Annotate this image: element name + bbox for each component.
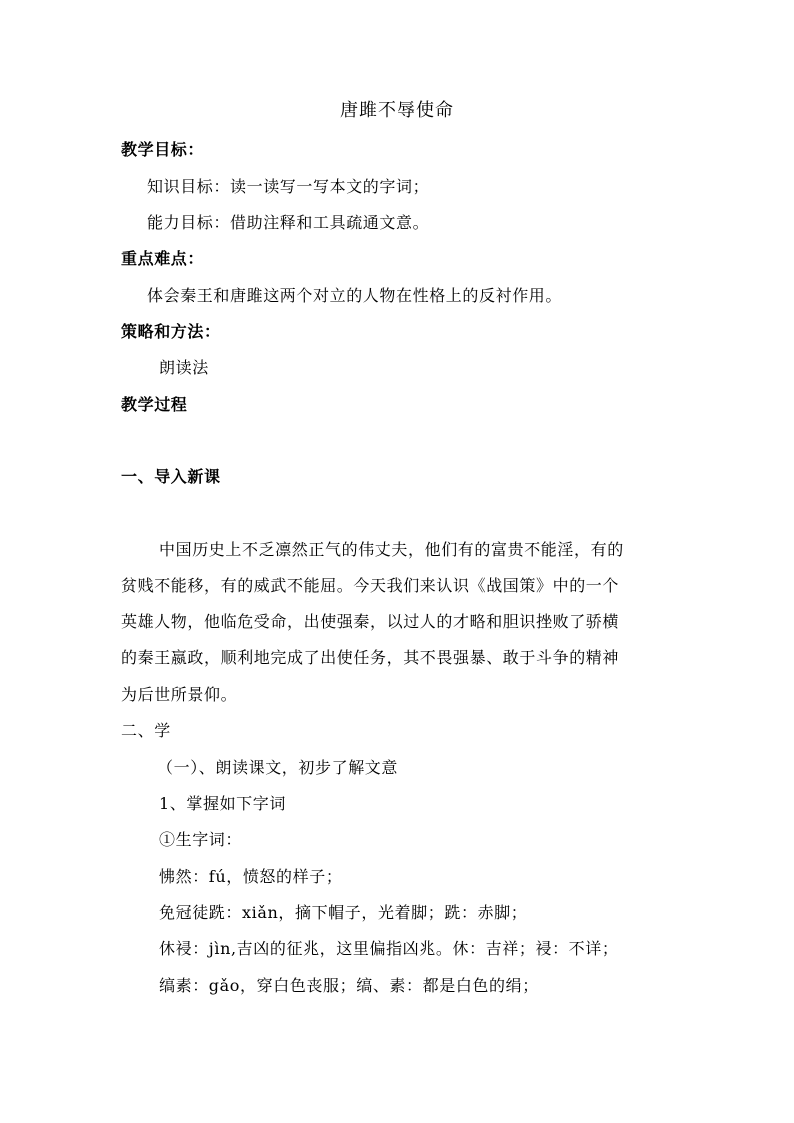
objective-ability: 能力目标：借助注释和工具疏通文意。 — [147, 213, 430, 232]
intro-line: 贫贱不能移，有的威武不能屈。今天我们来认识《战国策》中的一个 — [121, 576, 620, 595]
key-points-text: 体会秦王和唐雎这两个对立的人物在性格上的反衬作用。 — [147, 286, 563, 305]
strategy-text: 朗读法 — [159, 358, 209, 377]
vocab-item: 免冠徒跣：xiǎn，摘下帽子，光着脚；跣：赤脚； — [159, 903, 528, 922]
process-heading: 教学过程 — [121, 395, 188, 414]
vocab-item: 怫然：fú，愤怒的样子； — [159, 867, 343, 886]
part2-heading: 二、学 — [121, 721, 171, 740]
item1-a: ①生字词： — [159, 830, 243, 849]
part1-heading: 一、导入新课 — [121, 467, 221, 486]
intro-line: 为后世所景仰。 — [121, 685, 238, 704]
vocab-item: 休祲：jìn,吉凶的征兆，这里偏指凶兆。休：吉祥；祲：不详； — [159, 939, 619, 958]
vocab-item: 缟素：gǎo，穿白色丧服；缟、素：都是白色的绢； — [159, 976, 539, 995]
intro-line: 的秦王嬴政，顺利地完成了出使任务，其不畏强暴、敢于斗争的精神 — [121, 648, 620, 667]
document-title: 唐雎不辱使命 — [340, 100, 454, 121]
item1: 1、掌握如下字词 — [159, 794, 286, 813]
sub1-heading: （一）、朗读课文，初步了解文意 — [157, 758, 399, 777]
strategy-heading: 策略和方法： — [121, 322, 221, 341]
objectives-heading: 教学目标： — [121, 140, 205, 159]
objective-knowledge: 知识目标：读一读写一写本文的字词； — [147, 177, 430, 196]
key-points-heading: 重点难点： — [121, 249, 205, 268]
intro-line: 英雄人物，他临危受命，出使强秦，以过人的才略和胆识挫败了骄横 — [121, 612, 620, 631]
intro-line: 中国历史上不乏凛然正气的伟丈夫，他们有的富贵不能淫，有的 — [159, 540, 624, 559]
